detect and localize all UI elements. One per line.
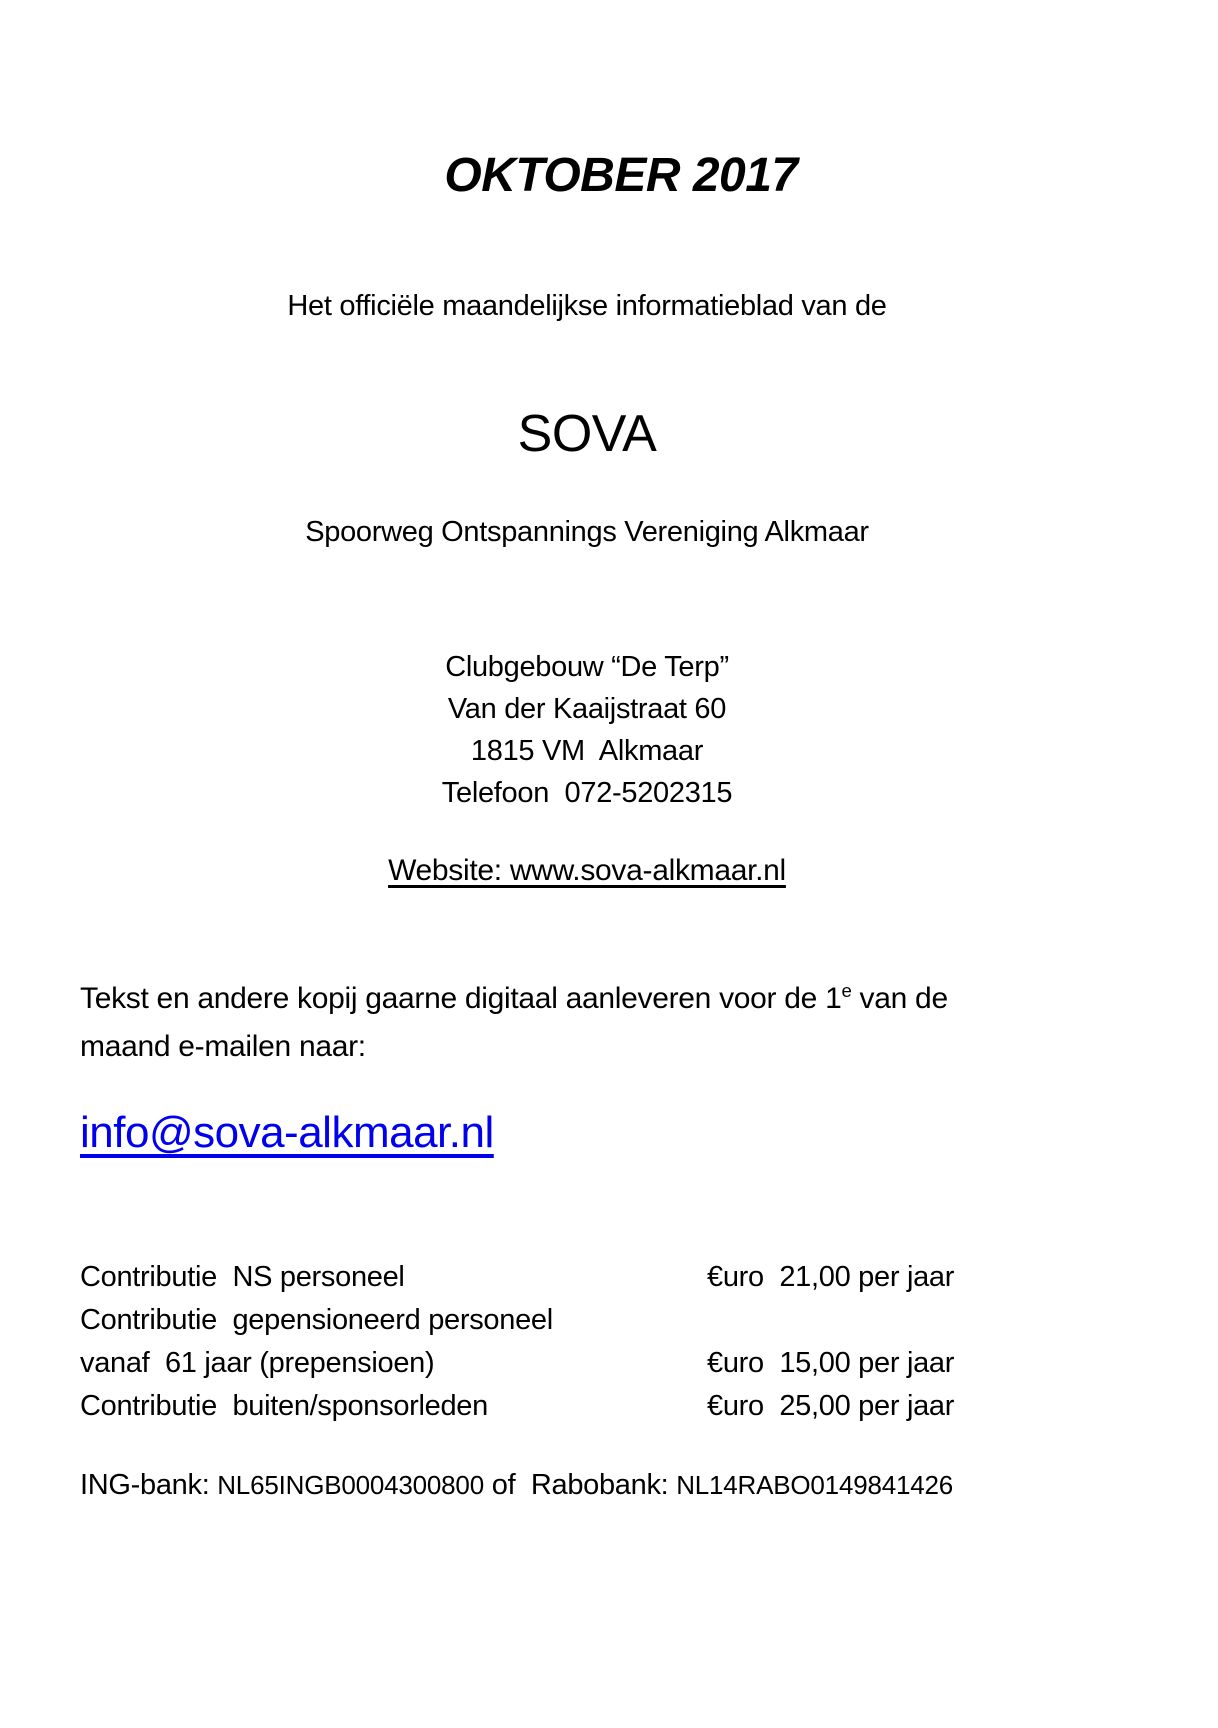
contribution-row [80, 1342, 1100, 1385]
contribution-row [80, 1256, 1100, 1299]
bank-connector: of [491, 1469, 516, 1501]
notice-line1-text: Tekst en andere kopij gaarne digitaal aanleveren voor de 1 [80, 982, 842, 1015]
org-full-name: Spoorweg Ontspannings Vereniging Alkmaar [305, 516, 869, 548]
ing-iban: NL65INGB0004300800 [217, 1470, 484, 1500]
subtitle: Het officiële maandelijkse informatieblad van de [287, 290, 887, 322]
contribution-amount: €uro 25,00 per jaar [707, 1390, 955, 1422]
address-block [78, 646, 1096, 814]
ing-bank-label: ING-bank: [80, 1469, 210, 1501]
contribution-label: Contributie NS personeel [80, 1261, 405, 1293]
org-abbreviation: SOVA [517, 405, 657, 463]
address-phone: Telefoon 072-5202315 [441, 777, 733, 809]
contribution-label: Contributie buiten/sponsorleden [80, 1390, 488, 1422]
contribution-label: Contributie gepensioneerd personeel [80, 1304, 553, 1336]
notice-line2-text: maand e-mailen naar: [80, 1030, 366, 1063]
contribution-label: vanaf 61 jaar (prepensioen) [80, 1347, 435, 1379]
email-line [80, 1108, 1100, 1158]
address-street: Van der Kaaijstraat 60 [447, 693, 727, 725]
contribution-amount: €uro 21,00 per jaar [707, 1261, 955, 1293]
contribution-amount: €uro 15,00 per jaar [707, 1347, 955, 1379]
page-title: OKTOBER 2017 [444, 149, 798, 202]
email-link[interactable]: info@sova-alkmaar.nl [80, 1108, 494, 1157]
contribution-row [80, 1385, 1100, 1428]
contribution-amount [707, 1299, 1100, 1342]
rabobank-iban: NL14RABO0149841426 [676, 1470, 954, 1500]
submission-notice [80, 975, 1100, 1071]
bank-line [80, 1469, 1100, 1502]
website-line [78, 854, 1096, 888]
contribution-row [80, 1299, 1100, 1342]
rabobank-label: Rabobank: [530, 1469, 669, 1501]
address-building: Clubgebouw “De Terp” [445, 651, 729, 683]
contribution-table [80, 1256, 1100, 1428]
address-postal-city: 1815 VM Alkmaar [470, 735, 704, 767]
notice-superscript: e [841, 980, 852, 1001]
website-link[interactable]: Website: www.sova-alkmaar.nl [388, 854, 786, 887]
notice-line1-tail: van de [851, 982, 948, 1015]
